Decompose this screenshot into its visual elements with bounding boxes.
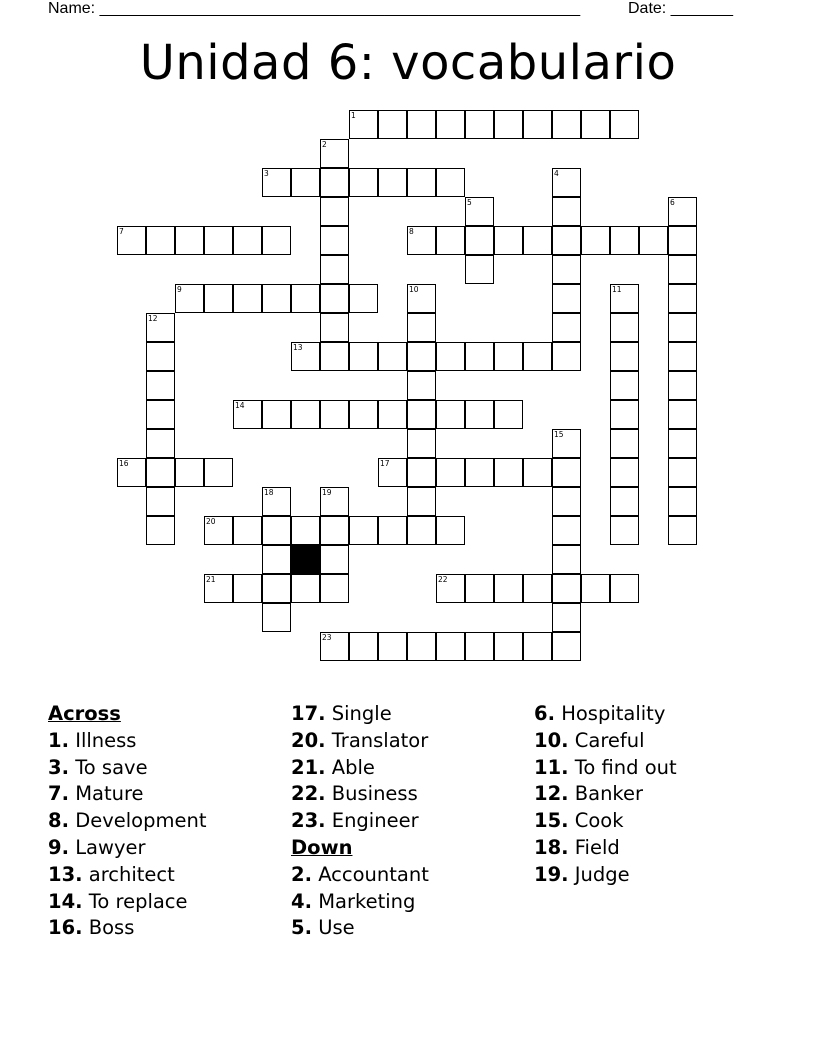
grid-cell[interactable] [407, 110, 436, 139]
clue-number-17: 17 [380, 459, 390, 468]
clue-number: 6. [534, 702, 555, 725]
clue-number-6: 6 [670, 198, 675, 207]
clue-number-11: 11 [612, 285, 622, 294]
clue-text: Illness [75, 728, 137, 752]
down-clue [291, 862, 429, 889]
grid-cell[interactable] [523, 458, 552, 487]
clue-number: 7. [48, 782, 69, 806]
grid-cell[interactable] [436, 226, 465, 255]
grid-cell[interactable] [378, 516, 407, 545]
clue-text: Mature [75, 782, 144, 806]
clue-number-12: 12 [148, 314, 158, 323]
clue-text: Judge [574, 862, 630, 886]
grid-cell[interactable] [146, 458, 175, 487]
grid-cell[interactable] [262, 516, 291, 545]
clue-number-10: 10 [409, 285, 419, 294]
clue-text: Careful [574, 728, 645, 752]
grid-cell[interactable] [291, 400, 320, 429]
clue-number: 5. [291, 916, 312, 940]
clue-number: 13. [48, 862, 83, 886]
grid-cell[interactable] [465, 110, 494, 139]
down-clue [291, 915, 429, 942]
grid-cell[interactable] [465, 574, 494, 603]
grid-cell[interactable] [407, 458, 436, 487]
grid-cell[interactable] [494, 458, 523, 487]
clue-number: 4. [291, 889, 312, 913]
grid-cell[interactable] [436, 632, 465, 661]
grid-cell[interactable] [668, 429, 697, 458]
grid-cell[interactable] [668, 371, 697, 400]
grid-cell[interactable] [610, 516, 639, 545]
grid-cell[interactable] [523, 226, 552, 255]
grid-cell[interactable] [436, 516, 465, 545]
across-heading-text: Across [48, 702, 121, 725]
grid-cell[interactable] [146, 342, 175, 371]
grid-cell[interactable] [436, 342, 465, 371]
grid-cell[interactable] [378, 110, 407, 139]
down-heading [291, 835, 429, 862]
grid-cell[interactable] [146, 516, 175, 545]
grid-cell[interactable] [320, 342, 349, 371]
grid-cell[interactable] [465, 458, 494, 487]
clue-number: 16. [48, 916, 83, 940]
clue-number: 2. [291, 862, 312, 886]
clues-column-2 [291, 701, 429, 942]
grid-cell[interactable] [610, 487, 639, 516]
grid-cell[interactable] [523, 342, 552, 371]
grid-cell[interactable] [610, 458, 639, 487]
clue-number: 21. [291, 755, 326, 779]
grid-cell[interactable] [668, 342, 697, 371]
clue-text: Field [574, 835, 620, 859]
across-clue [48, 728, 206, 755]
grid-cell[interactable] [465, 226, 494, 255]
clue-number-19: 19 [322, 488, 332, 497]
clue-number: 8. [48, 809, 69, 833]
clue-number: 18. [534, 835, 569, 859]
grid-cell[interactable] [494, 342, 523, 371]
grid-cell[interactable] [204, 226, 233, 255]
grid-cell[interactable] [320, 545, 349, 574]
grid-cell[interactable] [349, 284, 378, 313]
grid-cell[interactable] [552, 110, 581, 139]
grid-cell[interactable] [291, 516, 320, 545]
clue-text: Development [75, 809, 207, 833]
clue-text: Cook [574, 809, 624, 833]
grid-cell[interactable] [668, 458, 697, 487]
grid-cell[interactable] [552, 284, 581, 313]
grid-cell[interactable] [204, 284, 233, 313]
grid-cell[interactable] [349, 400, 378, 429]
clue-number-20: 20 [206, 517, 216, 526]
clue-number: 12. [534, 782, 569, 806]
grid-cell[interactable] [233, 574, 262, 603]
clue-number-15: 15 [554, 430, 564, 439]
grid-cell[interactable] [175, 458, 204, 487]
across-clue [291, 808, 429, 835]
grid-cell[interactable] [552, 197, 581, 226]
grid-cell[interactable] [552, 574, 581, 603]
grid-cell[interactable] [407, 400, 436, 429]
down-clue [291, 889, 429, 916]
grid-cell[interactable] [146, 487, 175, 516]
clue-text: Able [331, 755, 375, 779]
clue-text: architect [88, 862, 175, 886]
grid-cell[interactable] [610, 110, 639, 139]
clue-number-18: 18 [264, 488, 274, 497]
grid-cell[interactable] [465, 632, 494, 661]
clue-number: 10. [534, 728, 569, 752]
grid-cell[interactable] [494, 400, 523, 429]
grid-cell[interactable] [581, 110, 610, 139]
grid-cell[interactable] [436, 400, 465, 429]
grid-cell[interactable] [262, 284, 291, 313]
down-clue [534, 808, 677, 835]
grid-cell[interactable] [407, 342, 436, 371]
across-clue [291, 755, 429, 782]
grid-cell[interactable] [320, 197, 349, 226]
across-clue [291, 728, 429, 755]
clue-number-1: 1 [351, 111, 356, 120]
grid-cell[interactable] [552, 342, 581, 371]
grid-cell[interactable] [378, 632, 407, 661]
grid-cell[interactable] [262, 603, 291, 632]
clue-number: 22. [291, 782, 326, 806]
grid-cell[interactable] [262, 574, 291, 603]
black-cell [291, 545, 320, 574]
clue-text: To replace [88, 889, 188, 913]
grid-cell[interactable] [436, 110, 465, 139]
grid-cell[interactable] [204, 458, 233, 487]
grid-cell[interactable] [349, 342, 378, 371]
grid-cell[interactable] [552, 487, 581, 516]
grid-cell[interactable] [291, 574, 320, 603]
across-clue [48, 889, 206, 916]
down-heading-text: Down [291, 835, 353, 859]
grid-cell[interactable] [552, 458, 581, 487]
grid-cell[interactable] [146, 226, 175, 255]
clue-number-3: 3 [264, 169, 269, 178]
grid-cell[interactable] [668, 284, 697, 313]
clues-column-3 [534, 701, 677, 889]
clue-number: 3. [48, 755, 69, 779]
grid-cell[interactable] [552, 255, 581, 284]
grid-cell[interactable] [378, 400, 407, 429]
grid-cell[interactable] [320, 516, 349, 545]
grid-cell[interactable] [146, 429, 175, 458]
grid-cell[interactable] [523, 632, 552, 661]
grid-cell[interactable] [291, 168, 320, 197]
grid-cell[interactable] [668, 516, 697, 545]
down-clue [534, 701, 677, 728]
grid-cell[interactable] [668, 400, 697, 429]
clue-text: Single [331, 702, 392, 725]
grid-cell[interactable] [552, 226, 581, 255]
clue-text: Boss [88, 916, 135, 940]
grid-cell[interactable] [320, 168, 349, 197]
grid-cell[interactable] [407, 632, 436, 661]
grid-cell[interactable] [523, 574, 552, 603]
grid-cell[interactable] [407, 168, 436, 197]
grid-cell[interactable] [320, 400, 349, 429]
grid-cell[interactable] [407, 371, 436, 400]
grid-cell[interactable] [494, 574, 523, 603]
grid-cell[interactable] [233, 516, 262, 545]
clue-number: 14. [48, 889, 83, 913]
grid-cell[interactable] [349, 632, 378, 661]
grid-cell[interactable] [436, 458, 465, 487]
grid-cell[interactable] [407, 313, 436, 342]
grid-cell[interactable] [610, 574, 639, 603]
grid-cell[interactable] [378, 342, 407, 371]
grid-cell[interactable] [552, 632, 581, 661]
grid-cell[interactable] [610, 342, 639, 371]
clue-text: To find out [574, 755, 677, 779]
grid-cell[interactable] [407, 516, 436, 545]
grid-cell[interactable] [320, 255, 349, 284]
grid-cell[interactable] [610, 429, 639, 458]
clue-text: Accountant [318, 862, 429, 886]
grid-cell[interactable] [610, 371, 639, 400]
grid-cell[interactable] [581, 226, 610, 255]
clue-text: Marketing [318, 889, 416, 913]
clue-text: Hospitality [561, 702, 666, 725]
across-clue [48, 808, 206, 835]
clue-number: 11. [534, 755, 569, 779]
grid-cell[interactable] [494, 632, 523, 661]
across-clue [48, 835, 206, 862]
clue-number-16: 16 [119, 459, 129, 468]
clue-number-9: 9 [177, 285, 182, 294]
clue-number-21: 21 [206, 575, 216, 584]
grid-cell[interactable] [668, 487, 697, 516]
grid-cell[interactable] [175, 226, 204, 255]
grid-cell[interactable] [262, 400, 291, 429]
clue-text: Lawyer [75, 835, 146, 859]
clue-number-14: 14 [235, 401, 245, 410]
grid-cell[interactable] [320, 313, 349, 342]
across-clue [291, 781, 429, 808]
clue-number: 19. [534, 862, 569, 886]
grid-cell[interactable] [349, 168, 378, 197]
across-clue [48, 862, 206, 889]
grid-cell[interactable] [465, 342, 494, 371]
clue-number-7: 7 [119, 227, 124, 236]
clue-number-8: 8 [409, 227, 414, 236]
down-clue [534, 728, 677, 755]
across-clue [291, 701, 429, 728]
grid-cell[interactable] [668, 313, 697, 342]
clue-number: 23. [291, 809, 326, 833]
grid-cell[interactable] [552, 603, 581, 632]
grid-cell[interactable] [494, 110, 523, 139]
across-heading [48, 701, 206, 728]
grid-cell[interactable] [494, 226, 523, 255]
across-clue [48, 781, 206, 808]
grid-cell[interactable] [465, 255, 494, 284]
grid-cell[interactable] [610, 400, 639, 429]
page-title: Unidad 6: vocabulario [139, 35, 677, 91]
grid-cell[interactable] [320, 574, 349, 603]
grid-cell[interactable] [552, 545, 581, 574]
clue-text: Business [331, 782, 418, 806]
grid-cell[interactable] [291, 284, 320, 313]
clue-number-13: 13 [293, 343, 303, 352]
clue-number: 1. [48, 728, 69, 752]
grid-cell[interactable] [407, 429, 436, 458]
grid-cell[interactable] [320, 226, 349, 255]
clue-number-5: 5 [467, 198, 472, 207]
across-clue [48, 755, 206, 782]
grid-cell[interactable] [436, 168, 465, 197]
grid-cell[interactable] [552, 313, 581, 342]
grid-cell[interactable] [146, 400, 175, 429]
grid-cell[interactable] [233, 284, 262, 313]
clue-number: 15. [534, 809, 569, 833]
clue-number-22: 22 [438, 575, 448, 584]
down-clue [534, 862, 677, 889]
clues-column-1 [48, 701, 206, 942]
across-clue [48, 915, 206, 942]
grid-cell[interactable] [320, 284, 349, 313]
clue-number-2: 2 [322, 140, 327, 149]
grid-cell[interactable] [523, 110, 552, 139]
clue-number: 9. [48, 835, 69, 859]
grid-cell[interactable] [552, 516, 581, 545]
clue-number-23: 23 [322, 633, 332, 642]
clue-text: Banker [574, 782, 644, 806]
grid-cell[interactable] [262, 226, 291, 255]
grid-cell[interactable] [668, 255, 697, 284]
date-field-label: Date: _______ [628, 0, 733, 17]
clue-text: To save [75, 755, 148, 779]
grid-cell[interactable] [262, 545, 291, 574]
down-clue [534, 835, 677, 862]
clue-number: 17. [291, 702, 326, 725]
grid-cell[interactable] [639, 226, 668, 255]
grid-cell[interactable] [349, 516, 378, 545]
grid-cell[interactable] [581, 574, 610, 603]
grid-cell[interactable] [378, 168, 407, 197]
grid-cell[interactable] [465, 400, 494, 429]
clue-number: 20. [291, 728, 326, 752]
grid-cell[interactable] [233, 226, 262, 255]
clue-text: Translator [331, 728, 429, 752]
grid-cell[interactable] [610, 313, 639, 342]
down-clue [534, 755, 677, 782]
grid-cell[interactable] [146, 371, 175, 400]
clue-text: Engineer [331, 809, 419, 833]
down-clue [534, 781, 677, 808]
clue-number-4: 4 [554, 169, 559, 178]
grid-cell[interactable] [407, 487, 436, 516]
grid-cell[interactable] [668, 226, 697, 255]
name-field-label: Name: ______________________________________________________ [48, 0, 581, 17]
clue-text: Use [318, 916, 355, 940]
grid-cell[interactable] [610, 226, 639, 255]
